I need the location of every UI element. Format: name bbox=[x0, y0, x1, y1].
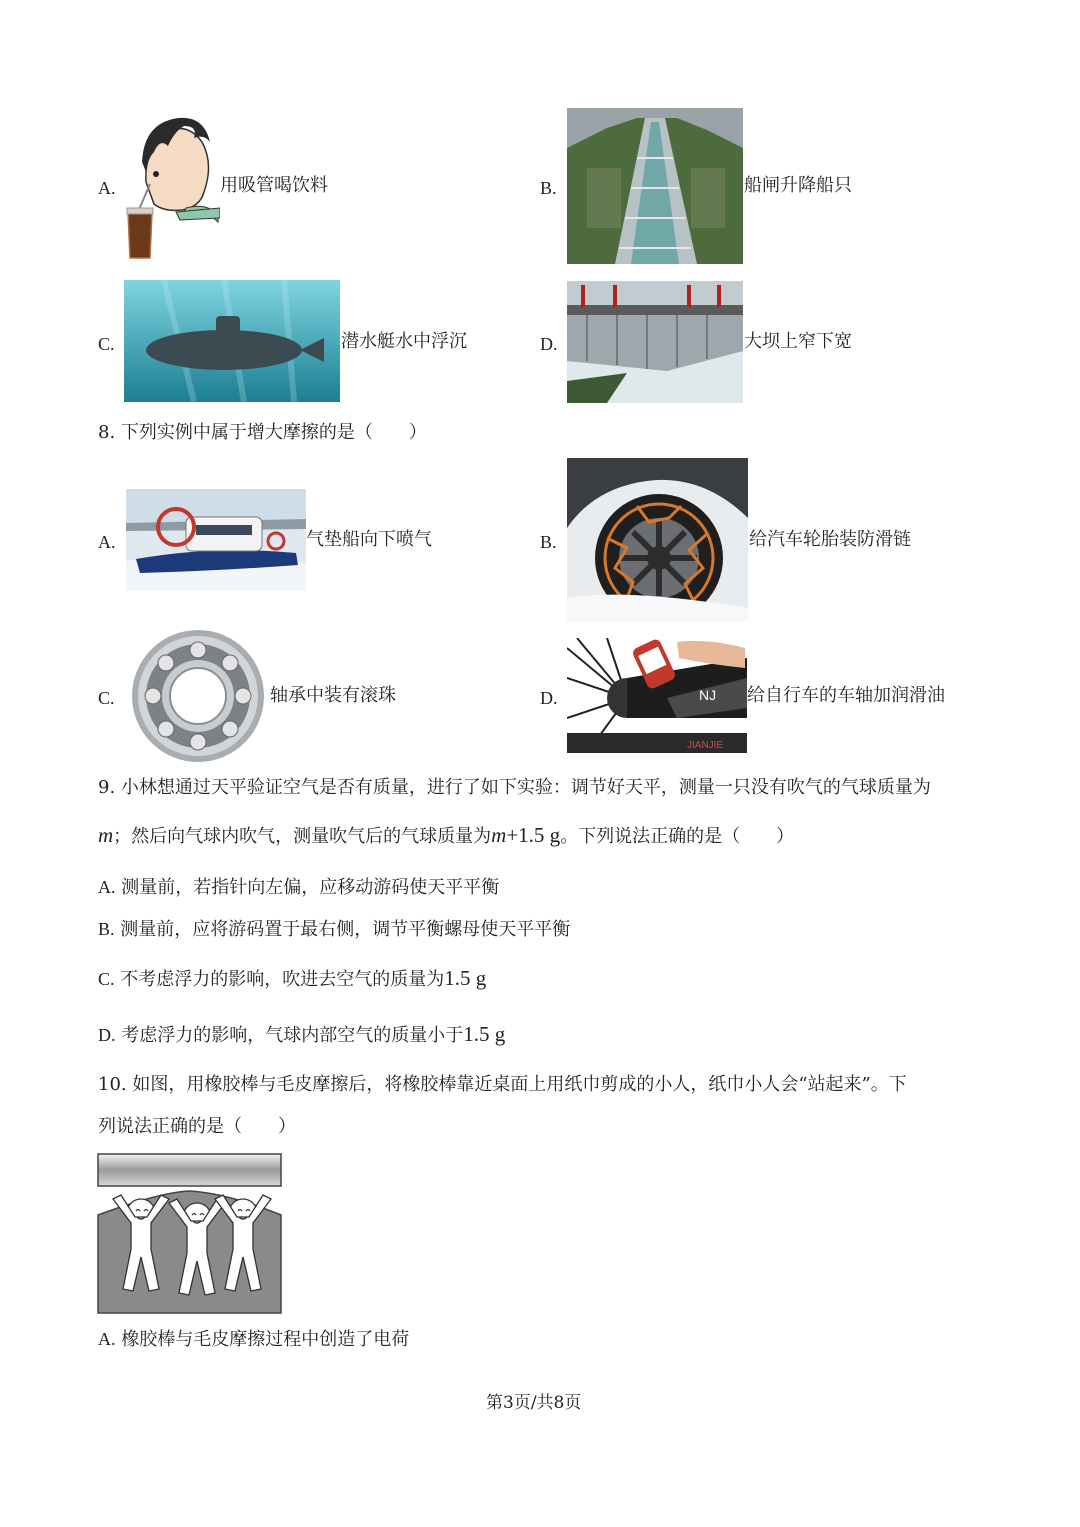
q9-option-d-text: 考虑浮力的影响，气球内部空气的质量小于 bbox=[121, 1025, 464, 1046]
q7-option-b-letter: B. bbox=[540, 178, 557, 198]
q8-option-d-text: 给自行车的车轴加润滑油 bbox=[747, 685, 945, 706]
q9-expr-var: m bbox=[491, 823, 507, 847]
q9-option-d bbox=[98, 1024, 505, 1045]
boy-drinking-straw-image bbox=[124, 112, 220, 262]
q9-option-a-letter: A. bbox=[98, 877, 116, 897]
q8-option-d-letter: D. bbox=[540, 688, 558, 708]
q8-option-a-letter: A. bbox=[98, 532, 116, 552]
q9-option-b-letter: B. bbox=[98, 919, 115, 939]
q7-option-b-text: 船闸升降船只 bbox=[744, 175, 852, 196]
svg-text:JIANJIE: JIANJIE bbox=[687, 740, 724, 751]
q10-option-a bbox=[98, 1330, 409, 1349]
dam-image bbox=[567, 281, 743, 403]
q9-stem-line1: 9. 小林想通过天平验证空气是否有质量，进行了如下实验：调节好天平，测量一只没有吹气的气球质量为 bbox=[98, 777, 931, 798]
q9-option-c bbox=[98, 968, 486, 989]
q9-stem-line2-text2: 。下列说法正确的是（ ） bbox=[560, 826, 795, 847]
q8-option-c-letter: C. bbox=[98, 688, 115, 708]
q8-stem: 8. 下列实例中属于增大摩擦的是（ ） bbox=[98, 422, 427, 443]
q9-stem-line2-text1: ；然后向气球内吹气，测量吹气后的气球质量为 bbox=[113, 826, 492, 847]
q9-option-c-value: 1.5 g bbox=[444, 966, 487, 990]
q9-option-a bbox=[98, 878, 499, 897]
ball-bearing-image bbox=[128, 627, 268, 765]
q9-option-d-value: 1.5 g bbox=[463, 1022, 506, 1046]
q10-option-a-text: 橡胶棒与毛皮摩擦过程中创造了电荷 bbox=[121, 1329, 410, 1350]
q9-option-c-letter: C. bbox=[98, 969, 115, 989]
q7-option-d-text: 大坝上窄下宽 bbox=[744, 331, 852, 352]
q10-stem-line1: 10. 如图，用橡胶棒与毛皮摩擦后，将橡胶棒靠近桌面上用纸巾剪成的小人，纸巾小人会“站起来”。下 bbox=[98, 1074, 907, 1095]
q10-stem-line2: 列说法正确的是（ ） bbox=[98, 1116, 296, 1137]
q7-option-d-letter: D. bbox=[540, 334, 558, 354]
q9-option-d-letter: D. bbox=[98, 1025, 116, 1045]
hovercraft-image bbox=[126, 489, 306, 591]
q9-option-a-text: 测量前，若指针向左偏，应移动游码使天平平衡 bbox=[121, 877, 500, 898]
q9-stem-line2 bbox=[98, 825, 794, 846]
q8-option-b-text: 给汽车轮胎装防滑链 bbox=[749, 529, 911, 550]
q8-option-a-text: 气垫船向下喷气 bbox=[306, 529, 432, 550]
snow-chain-tire-image bbox=[567, 458, 748, 622]
q9-option-c-text: 不考虑浮力的影响，吹进去空气的质量为 bbox=[120, 969, 445, 990]
ship-lock-image bbox=[567, 108, 743, 264]
q7-option-c-letter: C. bbox=[98, 334, 115, 354]
q10-option-a-letter: A. bbox=[98, 1329, 116, 1349]
q9-option-b bbox=[98, 920, 570, 939]
q7-option-c-text: 潜水艇水中浮沉 bbox=[341, 331, 467, 352]
page-number-footer: 第3页/共8页 bbox=[486, 1393, 582, 1413]
svg-text:NJ: NJ bbox=[699, 687, 717, 703]
q7-option-a-text: 用吸管喝饮料 bbox=[220, 175, 328, 196]
q9-expr-rest: +1.5 g bbox=[506, 823, 561, 847]
bike-oil-image bbox=[567, 638, 747, 753]
q9-var-m: m bbox=[98, 823, 114, 847]
submarine-image bbox=[124, 280, 340, 402]
q8-option-b-letter: B. bbox=[540, 532, 557, 552]
q9-option-b-text: 测量前，应将游码置于最右侧，调节平衡螺母使天平平衡 bbox=[120, 919, 571, 940]
paper-figures-rod-image bbox=[97, 1153, 282, 1315]
q7-option-a-letter: A. bbox=[98, 178, 116, 198]
q8-option-c-text: 轴承中装有滚珠 bbox=[270, 685, 396, 706]
